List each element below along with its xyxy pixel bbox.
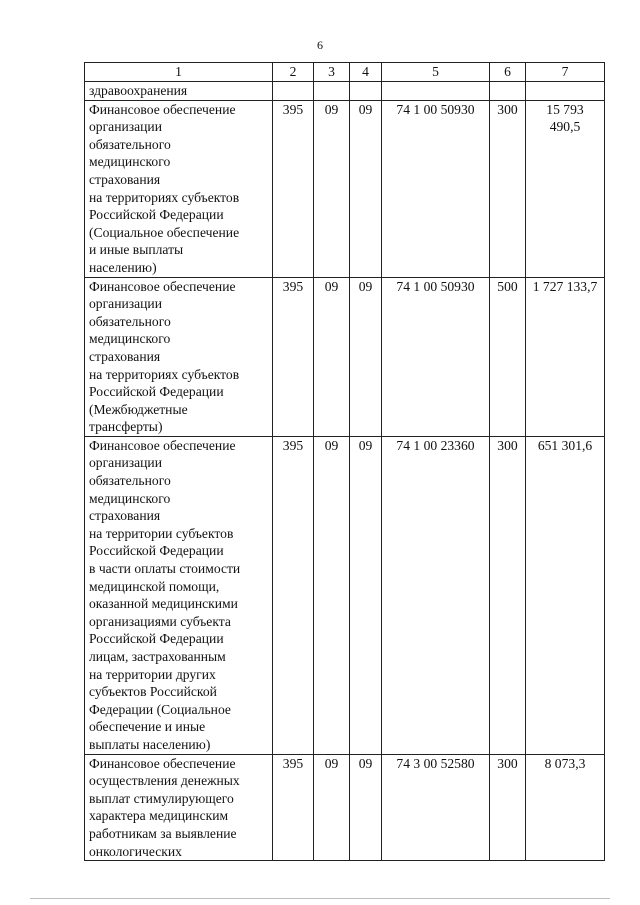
description-line: организации: [89, 455, 162, 471]
amount-value: 1 727 133,7: [526, 277, 605, 436]
budget-table: [84, 62, 605, 861]
amount-value: 8 073,3: [526, 754, 605, 861]
subsection-code: 09: [350, 754, 382, 861]
empty-cell: [382, 82, 490, 101]
target-article-code: 74 1 00 50930: [382, 277, 490, 436]
description-line: субъектов Российской: [89, 684, 217, 700]
grbs-code: 395: [273, 100, 314, 277]
grbs-code: 395: [273, 436, 314, 754]
description-line: Федерации (Социальное: [89, 701, 231, 717]
amount-value: 651 301,6: [526, 436, 605, 754]
description-line: страхования: [89, 171, 161, 187]
description-line: работникам за выявление: [89, 825, 237, 841]
header-row: [85, 63, 605, 82]
header-cell: 2: [273, 63, 314, 82]
section-code: 09: [314, 100, 350, 277]
amount-value: 15 793 490,5: [526, 100, 605, 277]
description-line: характера медицинским: [89, 808, 229, 824]
header-cell: 6: [490, 63, 526, 82]
description-line: населению): [89, 259, 157, 275]
section-code: 09: [314, 436, 350, 754]
page-number: 6: [317, 38, 323, 52]
description-line: Российской Федерации: [89, 631, 224, 647]
page-bottom-rule: [30, 898, 610, 899]
description-line: медицинской помощи,: [89, 578, 220, 594]
description-line: на территориях субъектов: [89, 366, 240, 382]
grbs-code: 395: [273, 754, 314, 861]
table-row: [85, 277, 605, 436]
grbs-code: 395: [273, 277, 314, 436]
target-article-code: 74 1 00 23360: [382, 436, 490, 754]
section-code: 09: [314, 754, 350, 861]
empty-cell: [490, 82, 526, 101]
continuation-row: [85, 82, 605, 101]
description-line: оказанной медицинскими: [89, 596, 238, 612]
header-cell: 5: [382, 63, 490, 82]
expense-type-code: 300: [490, 436, 526, 754]
row-description: [85, 754, 273, 861]
empty-cell: [526, 82, 605, 101]
description-line: лицам, застрахованным: [89, 649, 226, 664]
target-article-code: 74 1 00 50930: [382, 100, 490, 277]
section-code: 09: [314, 277, 350, 436]
description-line: обеспечение и иные: [89, 719, 206, 735]
header-cell: 1: [85, 63, 273, 82]
description-line: медицинского: [89, 331, 171, 347]
subsection-code: 09: [350, 100, 382, 277]
description-line: онкологических: [89, 843, 182, 859]
description-line: (Социальное обеспечение: [89, 224, 240, 240]
description-line: (Межбюджетные: [89, 401, 188, 417]
row-description: [85, 277, 273, 436]
target-article-code: 74 3 00 52580: [382, 754, 490, 861]
subsection-code: 09: [350, 436, 382, 754]
description-line: осуществления денежных: [89, 773, 240, 789]
subsection-code: 09: [350, 277, 382, 436]
expense-type-code: 300: [490, 754, 526, 861]
description-line: Финансовое обеспечение: [89, 755, 236, 771]
header-cell: 3: [314, 63, 350, 82]
empty-cell: [350, 82, 382, 101]
description-line: обязательного: [89, 313, 171, 329]
empty-cell: [314, 82, 350, 101]
description-line: трансферты): [89, 419, 163, 435]
description-line: организации: [89, 296, 162, 312]
description-line: и иные выплаты: [89, 242, 184, 258]
description-line: выплаты населению): [89, 736, 211, 752]
row-description: [85, 436, 273, 754]
description-line: на территории других: [89, 666, 216, 682]
description-line: выплат стимулирующего: [89, 790, 234, 806]
description-line: на территории субъектов: [89, 525, 234, 541]
row-description: [85, 100, 273, 277]
description-line: медицинского: [89, 490, 171, 506]
table-row: [85, 436, 605, 754]
description-line: в части оплаты стоимости: [89, 561, 241, 577]
description-line: Российской Федерации: [89, 384, 224, 400]
header-cell: 7: [526, 63, 605, 82]
table-row: [85, 100, 605, 277]
expense-type-code: 500: [490, 277, 526, 436]
header-cell: 4: [350, 63, 382, 82]
description-line: обязательного: [89, 136, 171, 152]
description-line: медицинского: [89, 154, 171, 170]
description-line: Российской Федерации: [89, 543, 224, 559]
description-line: Российской Федерации: [89, 207, 224, 223]
empty-cell: [273, 82, 314, 101]
expense-type-code: 300: [490, 100, 526, 277]
description-line: страхования: [89, 508, 161, 524]
table-row: [85, 754, 605, 861]
continuation-text: здравоохранения: [85, 82, 273, 101]
description-line: организациями субъекта: [89, 613, 231, 629]
description-line: обязательного: [89, 473, 171, 489]
description-line: на территориях субъектов: [89, 189, 240, 205]
description-line: Финансовое обеспечение: [89, 437, 236, 453]
description-line: организации: [89, 119, 162, 135]
description-line: Финансовое обеспечение: [89, 278, 236, 294]
description-line: Финансовое обеспечение: [89, 101, 236, 117]
description-line: страхования: [89, 348, 161, 364]
